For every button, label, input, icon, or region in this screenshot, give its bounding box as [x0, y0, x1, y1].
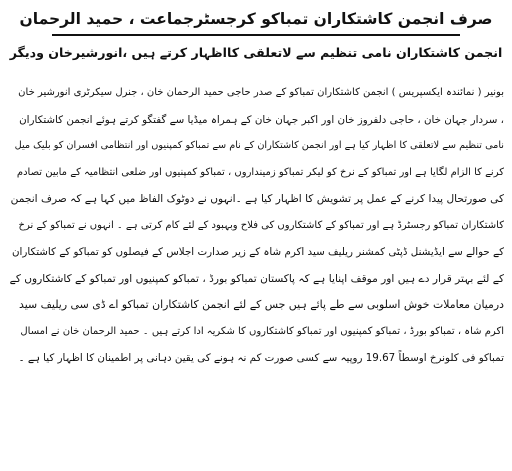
- body-line: کی صورتحال پیدا کرنے کے عمل پر تشویش کا اظہار کیا ہے ۔انہوں نے دوٹوک الفاظ میں کہا ہے کہ صرف انجمن: [10, 193, 504, 205]
- body-line: کرنے کا الزام لگایا ہے اور تمباکو کے نرخ کو لیکر تمباکو زمینداروں ، تمباکو کمپنیوں اور ضلعی انتظامیہ کے مابین تصادم: [16, 166, 504, 178]
- subheadline: انجمن کاشتکاران نامی تنظیم سے لاتعلقی کااظہار کرتے ہیں ،انورشیرخان ودیگر: [9, 45, 503, 60]
- body-line: بونیر ( نمائندہ ایکسپریس ) انجمن کاشتکاران تمباکو کے صدر حاجی حمید الرحمان خان ، جنرل سیکرٹری انورشیر خان: [18, 87, 504, 98]
- body-line: اکرم شاہ ، تمباکو بورڈ ، تمباکو کمپنیوں اور تمباکو کاشتکاروں کا شکریہ ادا کرتے ہیں ۔ حمید الرحمان خان نے امسال: [20, 325, 504, 337]
- article-body: [8, 80, 504, 372]
- body-line: کے حوالے سے ایڈیشنل ڈپٹی کمشنر ریلیف سید اکرم شاہ کے زیر صدارت اجلاس کے فیصلوں کو تمباکو کے کاشتکاران: [11, 246, 504, 258]
- body-line: کے لئے بہتر قرار دے ہیں اور موقف اپنایا ہے کہ پاکستان تمباکو بورڈ ، تمباکو کمپنیوں اور تمباکو کے کاشتکاروں کے: [9, 272, 504, 285]
- body-line: نامی تنظیم سے لاتعلقی کا اظہار کیا ہے اور انجمن کاشتکاران کے نام سے تمباکو کمپنیوں اور انتظامی افسران کو بلیک میل: [14, 140, 504, 151]
- body-line: کاشتکاران تمباکو رجسٹرڈ ہے اور تمباکو کے کاشتکاروں کی فلاح وبہبود کے لئے کام کرتی ہے ۔ انہوں نے تمباکو کے نرخ: [18, 219, 504, 231]
- body-line: تمباکو فی کلونرخ اوسطاً 19.67 روپیہ سے کسی صورت کم نہ ہونے کی یقین دہانی پر اطمینان کا اظہار کیا ہے ۔: [18, 352, 504, 364]
- headline-divider: [52, 34, 460, 36]
- headline: صرف انجمن کاشتکاران تمباکو کرجسٹرجماعت ، حمید الرحمان: [19, 10, 493, 28]
- body-line: درمیان معاملات خوش اسلوبی سے طے پائے ہیں جس کے لئے انجمن کاشتکاران تمباکو اے ڈی سی ریلیف سید: [19, 298, 504, 311]
- body-line: ، سردار جہان خان ، حاجی دلفروز خان اور اکبر جہان خان کے ہمراہ میڈیا سے گفتگو کرتے ہوئے انجمن کاشتکاران: [19, 113, 504, 126]
